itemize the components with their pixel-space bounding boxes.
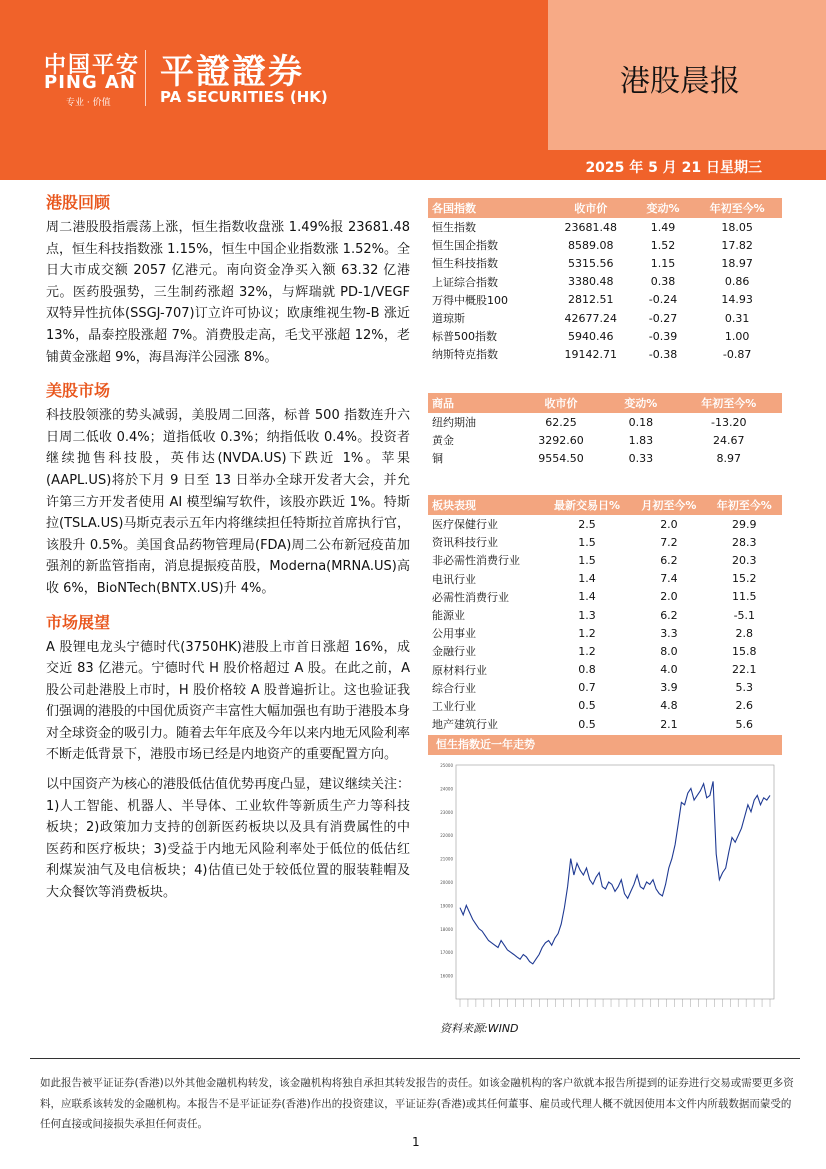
table-cell: 1.3 xyxy=(578,608,596,622)
table-header-cell: 商品 xyxy=(428,393,516,413)
sector-table xyxy=(428,495,782,733)
table-cell: 5940.46 xyxy=(567,329,614,343)
table-row xyxy=(428,413,782,431)
table-row xyxy=(428,588,782,606)
table-row xyxy=(428,533,782,551)
table-header-cell: 变动% xyxy=(634,198,692,218)
table-cell: 医疗保健行业 xyxy=(432,518,498,532)
table-cell: 29.9 xyxy=(732,517,757,531)
y-tick-label: 20000 xyxy=(440,880,453,885)
table-cell: 0.5 xyxy=(578,699,596,713)
table-row xyxy=(428,661,782,679)
table-cell: 1.83 xyxy=(628,433,654,447)
footer-divider xyxy=(30,1058,800,1059)
table-cell: 28.3 xyxy=(732,535,757,549)
table-cell: 3.9 xyxy=(660,681,678,695)
table-cell: 3.3 xyxy=(660,626,678,640)
table-cell: 42677.24 xyxy=(564,311,617,325)
page-number: 1 xyxy=(412,1135,420,1149)
table-row xyxy=(428,715,782,733)
table-cell: 2812.51 xyxy=(567,293,614,307)
table-cell: 2.6 xyxy=(735,699,754,713)
table-cell: 19142.71 xyxy=(564,347,617,361)
table-cell: 3380.48 xyxy=(567,275,614,289)
table-cell: 1.5 xyxy=(578,535,596,549)
table-cell: 1.2 xyxy=(578,626,596,640)
table-cell: -0.24 xyxy=(648,293,678,307)
table-cell: 黄金 xyxy=(432,434,454,448)
y-tick-label: 17000 xyxy=(440,950,453,956)
hsi-series-line xyxy=(460,781,770,964)
table-cell: 非必需性消费行业 xyxy=(432,554,520,568)
table-cell: 工业行业 xyxy=(432,699,476,713)
table-cell: 道琼斯 xyxy=(432,312,465,326)
table-row xyxy=(428,642,782,660)
table-cell: -0.39 xyxy=(648,329,678,343)
commodity-table xyxy=(428,393,782,468)
table-cell: 17.82 xyxy=(721,238,753,252)
table-cell: 公用事业 xyxy=(432,627,476,641)
table-cell: 4.0 xyxy=(660,663,678,677)
table-cell: 3292.60 xyxy=(538,433,584,447)
left-column xyxy=(40,190,410,908)
table-cell: 7.2 xyxy=(660,535,678,549)
table-cell: 万得中概股100 xyxy=(432,293,508,307)
table-row xyxy=(428,236,782,254)
table-cell: 标普500指数 xyxy=(432,330,497,344)
table-cell: -5.1 xyxy=(733,608,756,622)
table-cell: 必需性消费行业 xyxy=(432,590,509,604)
table-cell: 地产建筑行业 xyxy=(432,718,498,732)
table-header-cell: 月初至今% xyxy=(631,495,706,515)
table-cell: 电讯行业 xyxy=(432,572,476,586)
table-header-cell: 收市价 xyxy=(516,393,606,413)
table-cell: 1.52 xyxy=(650,238,676,252)
securities-logo-cn: 平證證券 xyxy=(160,52,304,92)
table-cell: 1.5 xyxy=(578,553,596,567)
table-cell: 4.8 xyxy=(660,699,678,713)
table-header-cell: 年初至今% xyxy=(692,198,782,218)
table-cell: 1.49 xyxy=(650,220,676,234)
table-row xyxy=(428,218,782,236)
table-cell: 14.93 xyxy=(721,293,753,307)
table-header-cell: 板块表现 xyxy=(428,495,543,515)
report-date: 2025 年 5 月 21 日星期三 xyxy=(585,160,762,176)
table-cell: 20.3 xyxy=(732,553,757,567)
table-cell: 22.1 xyxy=(732,663,757,677)
sector-table-body xyxy=(428,515,782,733)
source-note: 资料来源:WIND xyxy=(440,1022,519,1035)
table-row xyxy=(428,273,782,291)
table-row xyxy=(428,551,782,569)
y-tick-label: 23000 xyxy=(440,809,453,815)
table-cell: 2.5 xyxy=(578,517,596,531)
table-header-row xyxy=(428,393,782,413)
table-cell: 2.0 xyxy=(660,517,678,531)
logo-divider xyxy=(145,50,146,106)
hsi-chart xyxy=(428,757,782,1017)
table-header-cell: 年初至今% xyxy=(675,393,782,413)
disclaimer-text: 如此报告被平证证券(香港)以外其他金融机构转发，该金融机构将独自承担其转发报告的责任。如该金融机构的客户欲就本报告所提到的证券进行交易或需要更多资料，应联系该转发的金融机构。本报告不是平证证券(香港)作出的投资建议，平证证券(香港)或其任何董事、雇员或代理人概不就因使用本文件内所载数据而蒙受的任何直接或间接损失承担任何责任。 xyxy=(40,1077,794,1130)
section-title-us-market: 美股市场 xyxy=(46,381,111,401)
table-cell: 8.0 xyxy=(660,644,678,658)
y-tick-label: 25000 xyxy=(440,763,453,768)
table-header-cell: 最新交易日% xyxy=(543,495,632,515)
table-cell: 恒生科技指数 xyxy=(432,257,498,271)
table-cell: 1.00 xyxy=(724,329,750,343)
table-cell: -0.27 xyxy=(648,311,678,325)
y-tick-label: 21000 xyxy=(440,856,453,862)
table-header-cell: 各国指数 xyxy=(428,198,548,218)
table-cell: 纽约期油 xyxy=(432,416,476,430)
table-row xyxy=(428,431,782,449)
hsi-chart-svg xyxy=(428,757,782,1017)
table-cell: 2.8 xyxy=(735,626,754,640)
table-cell: 24.67 xyxy=(712,433,745,447)
y-tick-label: 18000 xyxy=(440,926,453,932)
table-cell: 1.4 xyxy=(578,572,596,586)
hk-review-text: 周二港股股指震荡上涨，恒生指数收盘涨 1.49%报 23681.48 点，恒生科技指数涨 1.15%，恒生中国企业指数涨 1.52%。全日大市成交额 2057 亿港元。南向资金净买入额 63.32 亿港元。医药股强势，三生制药涨超 32%，与辉瑞就 PD-1/VEGF 双特异性抗体(SSGJ-707)订立许可协议；欧康维视生物-B 涨近 13%，晶泰控股涨超 7%。消费股走高，毛戈平涨超 12%，老铺黄金涨超 9%，海昌海洋公园涨 8%。 xyxy=(46,220,410,365)
section-title-outlook: 市场展望 xyxy=(46,612,111,632)
outlook-text-2: 以中国资产为核心的港股低估值优势再度凸显，建议继续关注：1)人工智能、机器人、半导体、工业软件等新质生产力等科技板块；2)政策加力支持的创新医药板块以及具有消费属性的中医药和医疗板块；3)受益于内地无风险利率处于低位的低估红利煤炭油气及电信板块；4)估值已处于较低位置的服装鞋帽及大众餐饮等消费板块。 xyxy=(46,777,411,901)
table-cell: 1.4 xyxy=(578,590,596,604)
chart-frame xyxy=(456,765,774,999)
y-tick-label: 22000 xyxy=(440,833,453,839)
table-cell: 纳斯特克指数 xyxy=(432,348,498,362)
table-cell: 2.1 xyxy=(660,717,678,731)
table-cell: 2.0 xyxy=(660,590,678,604)
table-header-cell: 年初至今% xyxy=(707,495,782,515)
table-cell: 0.33 xyxy=(628,451,654,465)
table-cell: -13.20 xyxy=(711,415,747,429)
index-table xyxy=(428,198,782,364)
report-title: 港股晨报 xyxy=(620,64,740,99)
table-cell: 62.25 xyxy=(545,415,577,429)
pingan-logo-cn: 中国平安 xyxy=(44,53,141,78)
table-cell: 原材料行业 xyxy=(432,663,487,677)
us-market-text: 科技股领涨的势头减弱，美股周二回落，标普 500 指数连升六日周二低收 0.4%；道指低收 0.3%；纳指低收 0.4%。投资者继续抛售科技股，英伟达(NVDA.US)下跌近 1%。苹果(AAPL.US)将於下月 9 日至 13 日举办全球开发者大会，并允许第三方开发者使用 AI 模型编写软件，该股亦跌近 1%。特斯拉(TSLA.US)马斯克表示五年内将继续担任特斯拉首席执行官，该股升 0.5%。美国食品药物管理局(FDA)周二公布新冠疫苗加强剂的新监管指南，消息提振疫苗股，Moderna(MRNA.US)高收 6%，BioNTech(BNTX.US)升 4%。 xyxy=(46,408,410,596)
table-header-cell: 变动% xyxy=(606,393,675,413)
table-row xyxy=(428,327,782,345)
table-cell: 18.05 xyxy=(721,220,753,234)
table-cell: 5.6 xyxy=(735,717,754,731)
table-row xyxy=(428,291,782,309)
table-row xyxy=(428,679,782,697)
table-header-row xyxy=(428,198,782,218)
y-tick-label: 16000 xyxy=(440,973,453,979)
table-header-row xyxy=(428,495,782,515)
table-cell: 综合行业 xyxy=(432,681,476,695)
table-row xyxy=(428,606,782,624)
table-cell: 15.2 xyxy=(732,572,757,586)
index-table-body xyxy=(428,218,782,364)
table-cell: 0.18 xyxy=(628,415,654,429)
table-cell: -0.87 xyxy=(722,347,752,361)
commodity-table-body xyxy=(428,413,782,468)
table-cell: 8589.08 xyxy=(567,238,614,252)
table-cell: 5315.56 xyxy=(567,256,614,270)
table-cell: 9554.50 xyxy=(538,451,584,465)
table-cell: 15.8 xyxy=(732,644,757,658)
table-row xyxy=(428,345,782,363)
table-cell: 8.97 xyxy=(716,451,741,465)
table-row xyxy=(428,697,782,715)
table-cell: 0.5 xyxy=(578,717,596,731)
table-cell: 0.38 xyxy=(650,275,676,289)
table-row xyxy=(428,570,782,588)
section-title-hk-review: 港股回顾 xyxy=(46,193,111,212)
chart-title: 恒生指数近一年走势 xyxy=(428,735,782,755)
table-cell: 18.97 xyxy=(721,256,753,270)
table-cell: 金融行业 xyxy=(432,645,476,659)
table-cell: 能源业 xyxy=(432,609,465,623)
table-row xyxy=(428,449,782,467)
table-cell: 0.8 xyxy=(578,663,596,677)
pingan-logo-en: PING AN xyxy=(44,72,136,93)
table-cell: 1.2 xyxy=(578,644,596,658)
table-cell: 恒生指数 xyxy=(432,221,476,235)
table-cell: 恒生国企指数 xyxy=(432,239,498,253)
outlook-text-1: A 股锂电龙头宁德时代(3750HK)港股上市首日涨超 16%，成交近 83 亿港元。宁德时代 H 股价格超过 A 股。在此之前，A 股公司赴港股上市时，H 股价格较 A 股普遍折让。这也验证我们强调的港股的中国优质资产丰富性大幅加强也有助于港股本身对全球资金的吸引力。随着去年年底及今年以来内地无风险利率不断走低背景下，港股市场已经是内地资产的重要配置方向。 xyxy=(46,639,411,763)
table-header-cell: 收市价 xyxy=(548,198,634,218)
table-cell: 7.4 xyxy=(660,572,678,586)
table-cell: 1.15 xyxy=(650,256,676,270)
securities-logo-en: PA SECURITIES (HK) xyxy=(160,88,328,106)
table-cell: 0.31 xyxy=(724,311,750,325)
table-row xyxy=(428,309,782,327)
table-cell: 6.2 xyxy=(660,608,678,622)
table-cell: 铜 xyxy=(432,452,443,466)
table-row xyxy=(428,254,782,272)
table-cell: 0.86 xyxy=(724,275,750,289)
table-row xyxy=(428,515,782,533)
table-cell: 11.5 xyxy=(732,590,757,604)
table-row xyxy=(428,624,782,642)
table-cell: 6.2 xyxy=(660,553,678,567)
y-tick-label: 19000 xyxy=(440,903,453,909)
table-cell: 上证综合指数 xyxy=(432,275,498,289)
table-cell: 资讯科技行业 xyxy=(432,536,498,550)
table-cell: 23681.48 xyxy=(564,220,617,234)
table-cell: 5.3 xyxy=(735,681,754,695)
y-tick-label: 24000 xyxy=(440,786,453,792)
pingan-tagline: 专业 · 价值 xyxy=(66,98,111,108)
table-cell: 0.7 xyxy=(578,681,596,695)
table-cell: -0.38 xyxy=(648,347,678,361)
